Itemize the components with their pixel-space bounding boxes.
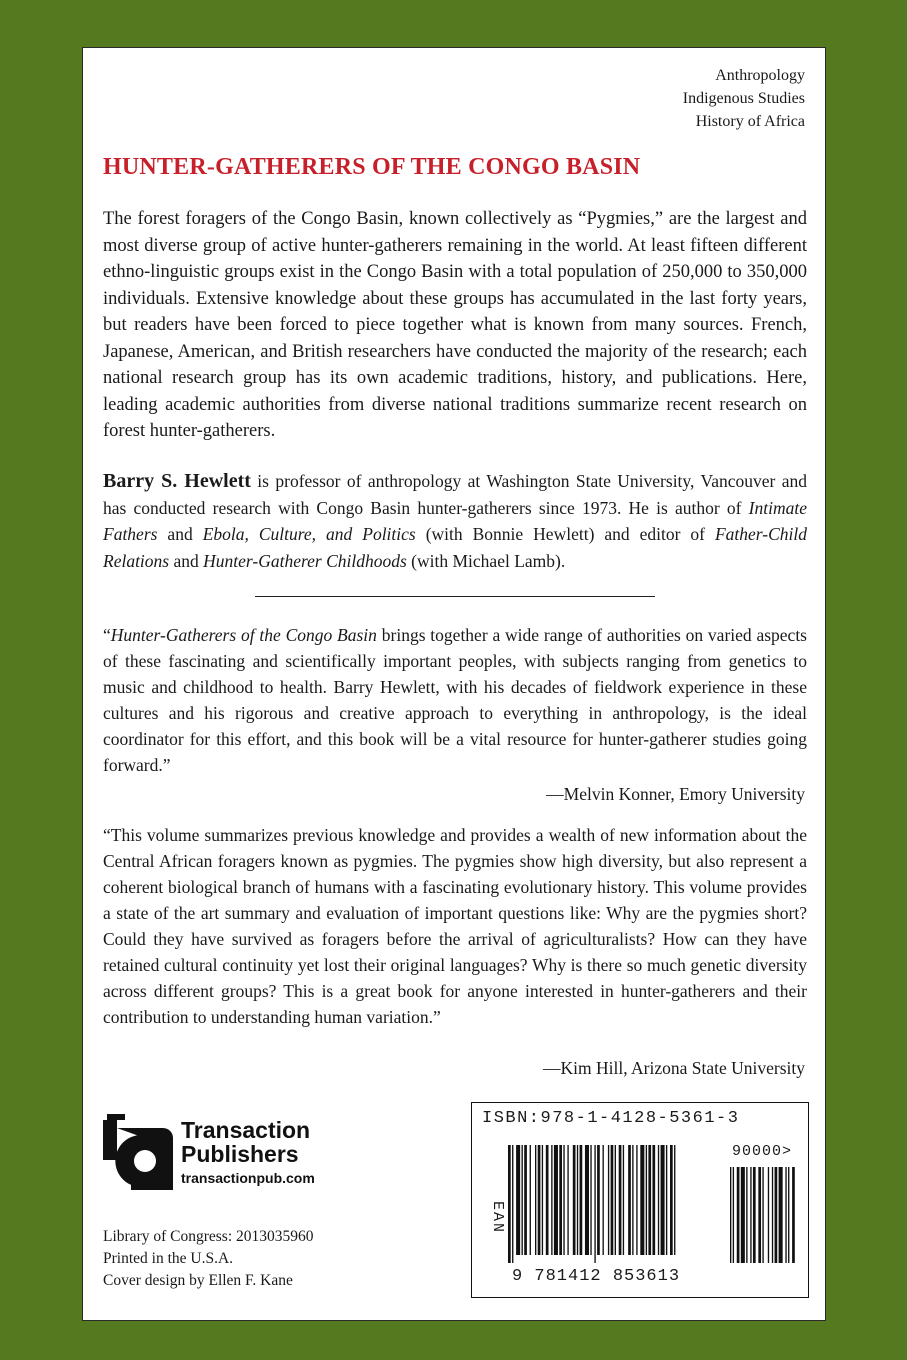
barcode-addon-bar <box>779 1167 783 1263</box>
quoted-book-title: Hunter-Gatherers of the Congo Basin <box>110 625 377 645</box>
section-divider <box>255 596 655 597</box>
ean-label: EAN <box>489 1201 506 1235</box>
barcode-bar <box>632 1145 633 1255</box>
barcode-bar <box>628 1145 631 1255</box>
publisher-name: Transaction Publishers <box>181 1117 311 1167</box>
barcode-bar <box>648 1145 651 1255</box>
barcode-bar <box>508 1145 511 1263</box>
book-reference: Hunter-Gatherer Childhoods <box>203 550 407 571</box>
category-label: Anthropology <box>715 67 805 84</box>
barcode-digits: 9 781412 853613 <box>512 1267 681 1286</box>
barcode-bar <box>661 1145 665 1255</box>
barcode-bar <box>619 1145 622 1255</box>
barcode-bar <box>516 1145 520 1255</box>
barcode-bar <box>585 1145 589 1255</box>
book-reference: Father-Child Relations <box>103 524 807 571</box>
barcode-bar <box>538 1145 541 1255</box>
endorsement-attribution-2: —Kim Hill, Arizona State University <box>543 1058 805 1078</box>
barcode-addon-bar <box>730 1167 731 1263</box>
isbn-number: ISBN:978-1-4128-5361-3 <box>482 1109 740 1128</box>
barcode-bar <box>524 1145 527 1255</box>
endorsement-quote-2: “This volume summarizes previous knowledge and provides a wealth of new information about the Central African foragers known as pygmies. The pygmies show high diversity, but also represent a coherent biological branch of humans with a fascinating evolutionary history. This volume provides a state of the art summary and evaluation of important questions like: Why are the pygmies short? Could they have survived as foragers before the arrival of agriculturalists? How can they have retained cultural continuity yet lost their original languages? Why is there so much genetic diversity across different groups? This is a great book for anyone interested in hunter-gatherers and their contribution to understanding human variation.” <box>103 825 807 1027</box>
barcode-addon-code: 90000> <box>732 1143 793 1160</box>
barcode-bar <box>615 1145 616 1255</box>
barcode-bar <box>670 1145 673 1255</box>
barcode-bar <box>522 1145 523 1255</box>
author-name: Barry S. Hewlett <box>103 470 251 492</box>
publisher-url: transactionpub.com <box>181 1170 315 1186</box>
barcode-bar <box>636 1145 637 1255</box>
barcode-bar <box>577 1145 578 1255</box>
barcode-bar <box>590 1145 591 1255</box>
barcode-bar <box>535 1145 536 1255</box>
barcode-bar <box>551 1145 552 1255</box>
barcode-bar <box>546 1145 549 1255</box>
barcode-bar <box>603 1145 604 1255</box>
barcode-bar <box>580 1145 583 1255</box>
library-of-congress: Library of Congress: 2013035960 <box>103 1228 314 1245</box>
isbn-barcode <box>471 1102 809 1298</box>
barcode-bar <box>658 1145 659 1255</box>
colophon <box>103 1226 314 1292</box>
barcode-addon-bar <box>762 1167 763 1263</box>
barcode-addon-bar <box>758 1167 761 1263</box>
barcode-bar <box>554 1145 558 1255</box>
barcode-bar <box>608 1145 609 1255</box>
barcode-addon-bar <box>746 1167 747 1263</box>
subject-categories <box>683 64 805 133</box>
publisher-logo-icon <box>103 1114 173 1190</box>
barcode-bar <box>542 1145 543 1255</box>
barcode-bar <box>563 1145 564 1255</box>
back-cover-panel <box>82 47 826 1321</box>
cover-design-credit: Cover design by Ellen F. Kane <box>103 1272 293 1289</box>
barcode-addon-bar <box>768 1167 769 1263</box>
barcode-bar <box>640 1145 644 1255</box>
barcode-bar <box>623 1145 624 1255</box>
barcode-bar <box>652 1145 655 1255</box>
barcode-addon-bar <box>775 1167 778 1263</box>
book-description: The forest foragers of the Congo Basin, known collectively as “Pygmies,” are the largest and most diverse group of active hunter-gatherers remaining in the world. At least fifteen different ethno-linguistic groups exist in the Congo Basin with a total population of 250,000 to 350,000 individuals. Extensive knowledge about these groups has accumulated in the last forty years, but readers have been forced to piece together what is known from many sources. French, Japanese, American, and British researchers have conducted the majority of the research; each national research group has its own academic traditions, history, and publications. Here, leading academic authorities from diverse national traditions summarize recent research on forest hunter-gatherers. <box>103 209 807 441</box>
barcode-addon-bar <box>788 1167 789 1263</box>
barcode-addon-bar <box>741 1167 745 1263</box>
barcode-bar <box>573 1145 576 1255</box>
book-reference: Ebola, Culture, and Politics <box>202 524 416 544</box>
barcode-bars <box>508 1145 798 1267</box>
barcode-bar <box>674 1145 675 1255</box>
endorsement-attribution-1: —Melvin Konner, Emory University <box>546 784 805 804</box>
barcode-bar <box>512 1145 513 1263</box>
barcode-bar <box>559 1145 562 1255</box>
barcode-addon-bar <box>733 1167 734 1263</box>
category-label: Indigenous Studies <box>682 90 805 107</box>
barcode-bar <box>567 1145 568 1255</box>
barcode-bar <box>646 1145 647 1255</box>
barcode-bar <box>597 1145 600 1255</box>
category-label: History of Africa <box>695 113 805 130</box>
printed-in: Printed in the U.S.A. <box>103 1250 234 1267</box>
barcode-addon-bar <box>772 1167 773 1263</box>
barcode-bar <box>611 1145 614 1255</box>
barcode-addon-bar <box>792 1167 795 1263</box>
barcode-bar <box>666 1145 667 1255</box>
barcode-addon-bar <box>785 1167 786 1263</box>
publisher-logo <box>103 1108 353 1198</box>
barcode-addon-bar <box>753 1167 756 1263</box>
book-title: HUNTER-GATHERERS OF THE CONGO BASIN <box>103 154 641 180</box>
barcode-addon-bar <box>750 1167 751 1263</box>
book-reference: Intimate Fathers <box>103 497 807 544</box>
barcode-addon-bar <box>737 1167 740 1263</box>
endorsement-quote-1: “Hunter-Gatherers of the Congo Basin brings together a wide range of authorities on varied aspects of these fascinating and scientifically important peoples, with subjects ranging from genetics to music and childhood to health. Barry Hewlett, with his decades of fieldwork experience in these cultures and his rigorous and creative approach to everything in anthropology, is the ideal coordinator for this effort, and this book will be a vital resource for hunter-gatherer studies going forward.” <box>103 625 807 775</box>
barcode-bar <box>530 1145 531 1255</box>
author-bio: Barry S. Hewlett is professor of anthropology at Washington State University, Vancouver and has conducted research with Congo Basin hunter-gatherers since 1973. He is author of Intimate Fathers and Ebola, Culture, and Politics (with Bonnie Hewlett) and editor of Father-Child Relations and Hunter-Gatherer Childhoods (with Michael Lamb). <box>103 470 807 571</box>
barcode-bar <box>594 1145 595 1263</box>
